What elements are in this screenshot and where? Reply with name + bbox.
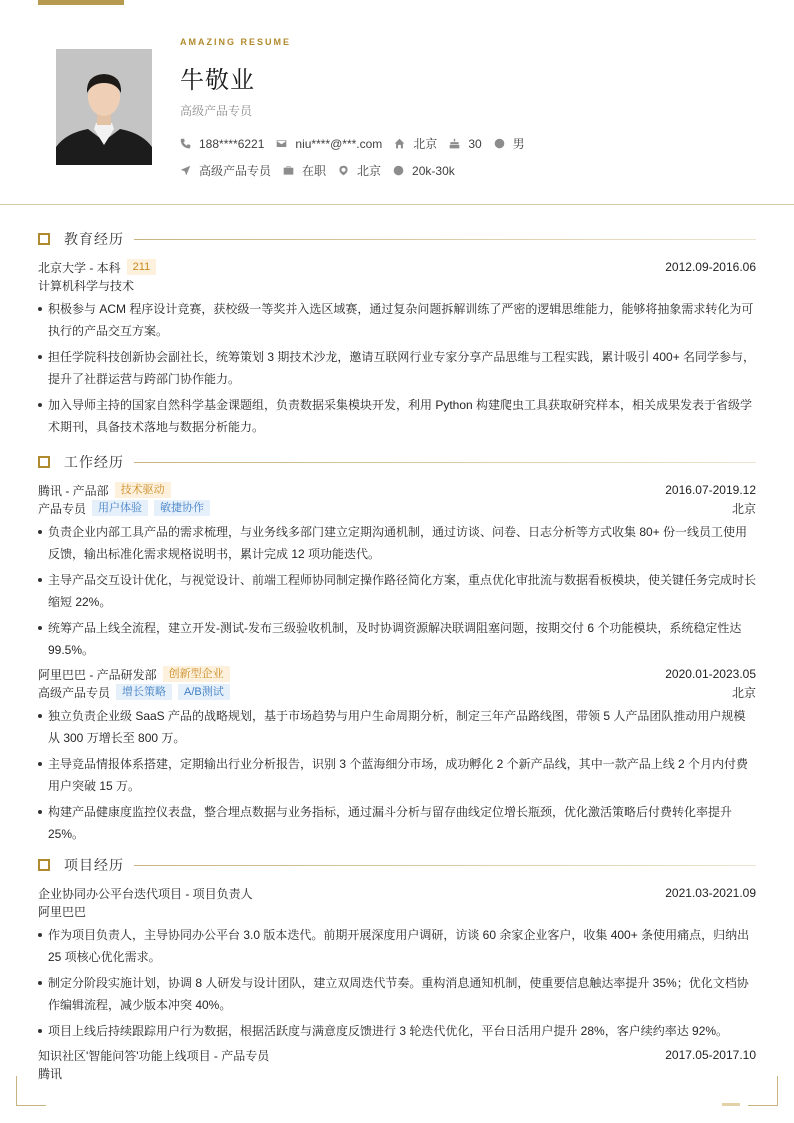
list-item: 统筹产品上线全流程，建立开发-测试-发布三级验收机制，及时协调资源解决联调阻塞问题，按期交付 6 个功能模块，系统稳定性达 99.5%。: [38, 617, 756, 661]
section-divider: [134, 462, 756, 463]
salary-info: [393, 164, 455, 178]
list-item: 负责企业内部工具产品的需求梳理，与业务线多部门建立定期沟通机制，通过访谈、问卷、日志分析等方式收集 80+ 份一线员工使用反馈，输出标准化需求规格说明书，累计完成 12 项功能迭代。: [38, 521, 756, 565]
company-tag: 创新型企业: [163, 666, 230, 682]
major-row: [38, 276, 756, 294]
list-item: 制定分阶段实施计划，协调 8 人研发与设计团队，建立双周迭代节奏。重构消息通知机制，使重要信息触达率提升 35%；优化文档协作编辑流程，减少版本冲突 40%。: [38, 972, 756, 1016]
list-item: 主导产品交互设计优化，与视觉设计、前端工程师协同制定操作路径简化方案，重点优化审批流与数据看板模块，使关键任务完成时长缩短 22%。: [38, 569, 756, 613]
age-info: [449, 137, 481, 151]
job-role-row: [38, 499, 756, 517]
project-org: 腾讯: [38, 1066, 63, 1081]
target-position-info: [180, 162, 271, 179]
job-role: 产品专员: [38, 501, 87, 516]
status-info: [283, 162, 326, 179]
cake-icon: [449, 138, 460, 149]
list-item: 独立负责企业级 SaaS 产品的战略规划，基于市场趋势与用户生命周期分析，制定三年产品路线图，带领 5 人产品团队推动用户规模从 300 万增长至 800 万。: [38, 705, 756, 749]
company-name: 阿里巴巴 - 产品研发部: [38, 667, 157, 682]
job-company-row: [38, 665, 756, 683]
page-corner-decoration: [16, 1076, 46, 1106]
city-info: [338, 162, 381, 179]
company-name: 腾讯 - 产品部: [38, 483, 109, 498]
section-header: [38, 452, 756, 472]
role-tag: 增长策略: [116, 684, 172, 700]
age-text: 30: [468, 136, 482, 151]
job-city: 北京: [731, 501, 756, 516]
project-name: 知识社区'智能问答'功能上线项目 - 产品专员: [38, 1048, 270, 1063]
job-role: 高级产品专员: [38, 685, 111, 700]
job-role-row: [38, 683, 756, 701]
resume-header: [0, 0, 794, 205]
email-text: niu****@***.com: [295, 136, 383, 151]
role-tag: 用户体验: [92, 500, 148, 516]
candidate-name: 牛敬业: [180, 67, 255, 94]
list-item: 项目上线后持续跟踪用户行为数据，根据活跃度与满意度反馈进行 3 轮迭代优化，平台日活用户提升 28%，客户续约率达 92%。: [38, 1020, 756, 1042]
job-city: 北京: [731, 685, 756, 700]
gender-info: [494, 135, 525, 152]
send-icon: [180, 165, 191, 176]
school-tag: 211: [127, 259, 157, 275]
education-row: [38, 258, 756, 276]
section-title: 教育经历: [64, 231, 124, 247]
company-tag: 技术驱动: [115, 482, 171, 498]
phone-info: [180, 137, 264, 151]
email-info: [276, 137, 382, 151]
work-section: [38, 452, 756, 845]
major-name: 计算机科学与技术: [38, 278, 135, 293]
section-marker-icon: [38, 456, 50, 468]
education-date: 2012.09-2016.06: [665, 260, 756, 274]
briefcase-icon: [283, 165, 294, 176]
project-row: [38, 1046, 756, 1064]
home-icon: [394, 138, 405, 149]
candidate-title: 高级产品专员: [180, 104, 253, 118]
location-icon: [338, 165, 349, 176]
section-header: [38, 855, 756, 875]
project-org-row: [38, 902, 756, 920]
profile-photo: [56, 49, 152, 165]
page-corner-decoration: [748, 1076, 778, 1106]
section-marker-icon: [38, 859, 50, 871]
role-tag: A/B测试: [178, 684, 230, 700]
list-item: 构建产品健康度监控仪表盘，整合埋点数据与业务指标，通过漏斗分析与留存曲线定位增长瓶颈，优化激活策略后付费转化率提升 25%。: [38, 801, 756, 845]
list-item: 加入导师主持的国家自然科学基金课题组，负责数据采集模块开发，利用 Python 构建爬虫工具获取研究样本，相关成果发表于省级学术期刊，具备技术落地与数据分析能力。: [38, 394, 756, 438]
brand-label: AMAZING RESUME: [180, 37, 291, 47]
project-date: 2017.05-2017.10: [665, 1048, 756, 1062]
gender-icon: [494, 138, 505, 149]
project-org: 阿里巴巴: [38, 904, 87, 919]
status-text: 在职: [302, 164, 327, 178]
project-name: 企业协同办公平台迭代项目 - 项目负责人: [38, 886, 253, 901]
phone-text: 188****6221: [199, 136, 265, 151]
contact-info-row: [180, 135, 537, 152]
job-info-row: [180, 162, 467, 179]
job-company-row: [38, 481, 756, 499]
project-bullets: [38, 924, 756, 1042]
education-bullets: [38, 298, 756, 438]
list-item: 主导竞品情报体系搭建，定期输出行业分析报告，识别 3 个蓝海细分市场，成功孵化 2 个新产品线，其中一款产品上线 2 个月内付费用户突破 15 万。: [38, 753, 756, 797]
list-item: 积极参与 ACM 程序设计竞赛，获校级一等奖并入选区域赛，通过复杂问题拆解训练了严密的逻辑思维能力，能够将抽象需求转化为可执行的产品交互方案。: [38, 298, 756, 342]
job-date: 2020.01-2023.05: [665, 667, 756, 681]
job-bullets: [38, 705, 756, 845]
projects-section: [38, 855, 756, 1082]
section-title: 项目经历: [64, 857, 124, 873]
gender-text: 男: [512, 137, 525, 151]
job-date: 2016.07-2019.12: [665, 483, 756, 497]
education-section: [38, 229, 756, 438]
role-tag: 敏捷协作: [154, 500, 210, 516]
list-item: 担任学院科技创新协会副社长，统筹策划 3 期技术沙龙，邀请互联网行业专家分享产品思维与工程实践，累计吸引 400+ 名同学参与，提升了社群运营与跨部门协作能力。: [38, 346, 756, 390]
section-divider: [134, 865, 756, 866]
section-divider: [134, 239, 756, 240]
home-text: 北京: [413, 137, 438, 151]
salary-text: 20k-30k: [412, 163, 455, 178]
section-title: 工作经历: [64, 454, 124, 470]
page-indicator: [722, 1103, 740, 1106]
city-text: 北京: [357, 164, 382, 178]
job-bullets: [38, 521, 756, 661]
project-date: 2021.03-2021.09: [665, 886, 756, 900]
section-marker-icon: [38, 233, 50, 245]
school-name: 北京大学 - 本科: [38, 260, 121, 275]
section-header: [38, 229, 756, 249]
phone-icon: [180, 138, 191, 149]
project-org-row: [38, 1064, 756, 1082]
target-position-text: 高级产品专员: [199, 164, 272, 178]
mail-icon: [276, 138, 287, 149]
home-info: [394, 135, 437, 152]
money-icon: [393, 165, 404, 176]
project-row: [38, 884, 756, 902]
list-item: 作为项目负责人，主导协同办公平台 3.0 版本迭代。前期开展深度用户调研，访谈 60 余家企业客户，收集 400+ 条使用痛点，归纳出 25 项核心优化需求。: [38, 924, 756, 968]
